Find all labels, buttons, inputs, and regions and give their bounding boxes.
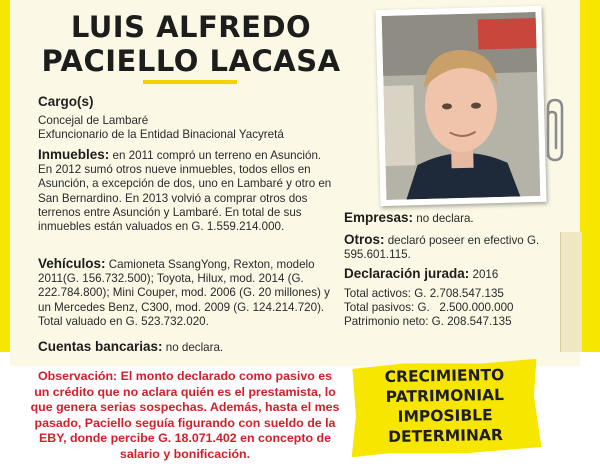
observacion-text: Observación: El monto declarado como pasivo es un crédito que no aclara quién es el prestamista, lo que genera serias sospechas. Además, hasta el mes pasado, Paciello seguía figurando con sueldo de la EBY, donde percibe G. 18.071.402 en concepto de salario y bonificación. bbox=[30, 369, 340, 461]
cargo-list bbox=[38, 114, 338, 142]
cargo-item: Exfuncionario de la Entidad Binacional Yacyretá bbox=[38, 128, 284, 142]
total-activos: Total activos: G. 2.708.547.135 bbox=[344, 287, 504, 300]
empresas-label: Empresas: bbox=[344, 210, 414, 225]
cargo-title: Cargo(s) bbox=[38, 94, 94, 109]
inmuebles-section bbox=[38, 148, 338, 234]
person-name bbox=[26, 10, 356, 78]
cargo-item: Concejal de Lambaré bbox=[38, 114, 149, 127]
declaracion-section bbox=[344, 267, 554, 282]
stamp-line: IMPOSIBLE bbox=[397, 406, 493, 426]
empresas-text: no declara. bbox=[416, 212, 474, 225]
stamp-label bbox=[349, 364, 540, 447]
declaracion-year: 2016 bbox=[472, 268, 499, 281]
patrimonio-neto: Patrimonio neto: G. 208.547.135 bbox=[344, 315, 512, 329]
name-line-1: LUIS ALFREDO bbox=[70, 10, 312, 44]
vehiculos-label: Vehículos: bbox=[38, 256, 106, 271]
folder-tab bbox=[560, 232, 582, 352]
stamp-line: PATRIMONIAL bbox=[385, 385, 505, 407]
stamp-line: CRECIMIENTO bbox=[384, 365, 505, 387]
empresas-section bbox=[344, 211, 554, 226]
otros-section bbox=[344, 233, 554, 262]
declaracion-label: Declaración jurada: bbox=[344, 266, 470, 281]
total-pasivos: Total pasivos: G. 2.500.000.000 bbox=[344, 301, 514, 315]
cuentas-text: no declara. bbox=[165, 341, 224, 354]
otros-label: Otros: bbox=[344, 232, 385, 247]
inmuebles-text: en 2011 compró un terreno en Asunción. En 2012 sumó otros nueve inmuebles, todos ellos en Asunción, a excepción de dos, uno en Lambaré y otro en San Bernardino. En 2013 volvió a comprar otros dos terrenos entre Asunción y Lambaré. En total de sus inmuebles están valuados en G. 1.559.214.000. bbox=[38, 149, 332, 234]
paperclip-icon bbox=[540, 96, 568, 166]
cuentas-section bbox=[38, 340, 338, 355]
otros-text: declaró poseer en efectivo G. 595.601.115. bbox=[344, 234, 540, 262]
name-underline bbox=[143, 80, 237, 84]
cuentas-label: Cuentas bancarias: bbox=[38, 339, 163, 354]
stamp-line: DETERMINAR bbox=[388, 425, 504, 446]
inmuebles-label: Inmuebles: bbox=[38, 147, 110, 162]
name-line-2: PACIELLO LACASA bbox=[41, 44, 341, 78]
portrait-photo bbox=[375, 6, 546, 206]
vehiculos-text: Camioneta SsangYong, Rexton, modelo 2011(G. 156.732.500); Toyota, Hilux, mod. 2014 (G. 222.784.800); Mini Couper, mod. 2006 (G. 20 millones) y un Mercedes Benz, C300, mod. 2009 (G. 124.214.720). Total valuado en G. 523.732.020. bbox=[38, 258, 330, 328]
portrait-image bbox=[382, 12, 541, 200]
vehiculos-section bbox=[38, 257, 338, 329]
declaracion-totals bbox=[344, 287, 554, 330]
